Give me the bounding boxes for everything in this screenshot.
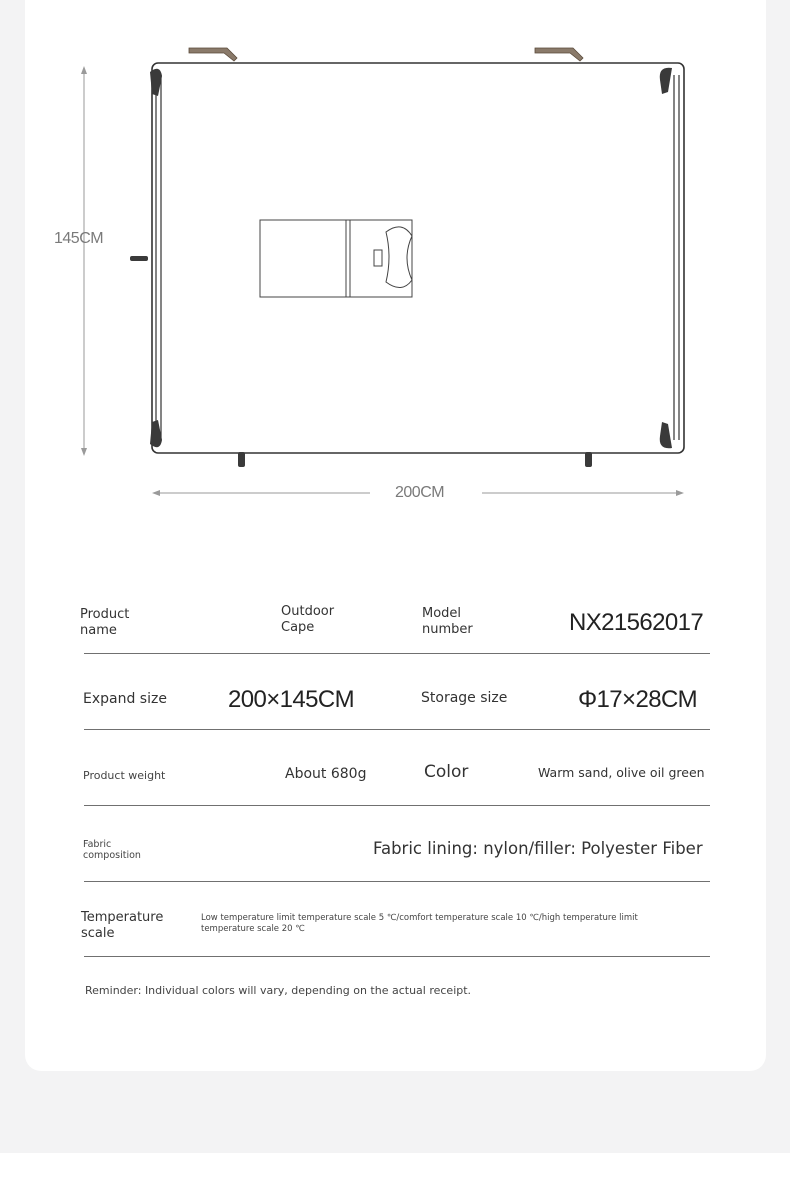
color-value: Warm sand, olive oil green	[538, 765, 705, 780]
width-label: 200CM	[395, 484, 445, 501]
mat-outline	[152, 63, 684, 453]
height-dimension-line	[81, 66, 87, 456]
row-divider	[84, 729, 710, 730]
top-straps	[189, 48, 583, 61]
bottom-band	[0, 1153, 790, 1182]
row-divider	[84, 956, 710, 957]
size-diagram	[0, 0, 790, 520]
expand-size-value: 200×145CM	[228, 686, 355, 713]
product-weight-value: About 680g	[285, 766, 367, 782]
fabric-composition-label: Fabric composition	[83, 839, 141, 861]
product-weight-label: Product weight	[83, 769, 166, 782]
temperature-scale-value: Low temperature limit temperature scale 5 ℃/comfort temperature scale 10 ℃/high temperature limit temperature scale 20 ℃	[201, 913, 638, 934]
storage-size-value: Φ17×28CM	[578, 686, 698, 713]
product-name-value: Outdoor Cape	[281, 604, 335, 635]
row-divider	[84, 805, 710, 806]
storage-size-label: Storage size	[421, 690, 508, 706]
temperature-scale-label: Temperature scale	[81, 910, 164, 941]
expand-size-label: Expand size	[83, 691, 167, 707]
model-number-label: Model number	[422, 606, 473, 637]
product-name-label: Product name	[80, 607, 130, 638]
height-label: 145CM	[54, 230, 104, 247]
model-number-value: NX21562017	[569, 609, 704, 636]
row-divider	[84, 653, 710, 654]
color-label: Color	[424, 762, 469, 782]
row-divider	[84, 881, 710, 882]
fabric-composition-value: Fabric lining: nylon/filler: Polyester Fiber	[373, 839, 703, 858]
reminder-note: Reminder: Individual colors will vary, depending on the actual receipt.	[85, 984, 472, 997]
